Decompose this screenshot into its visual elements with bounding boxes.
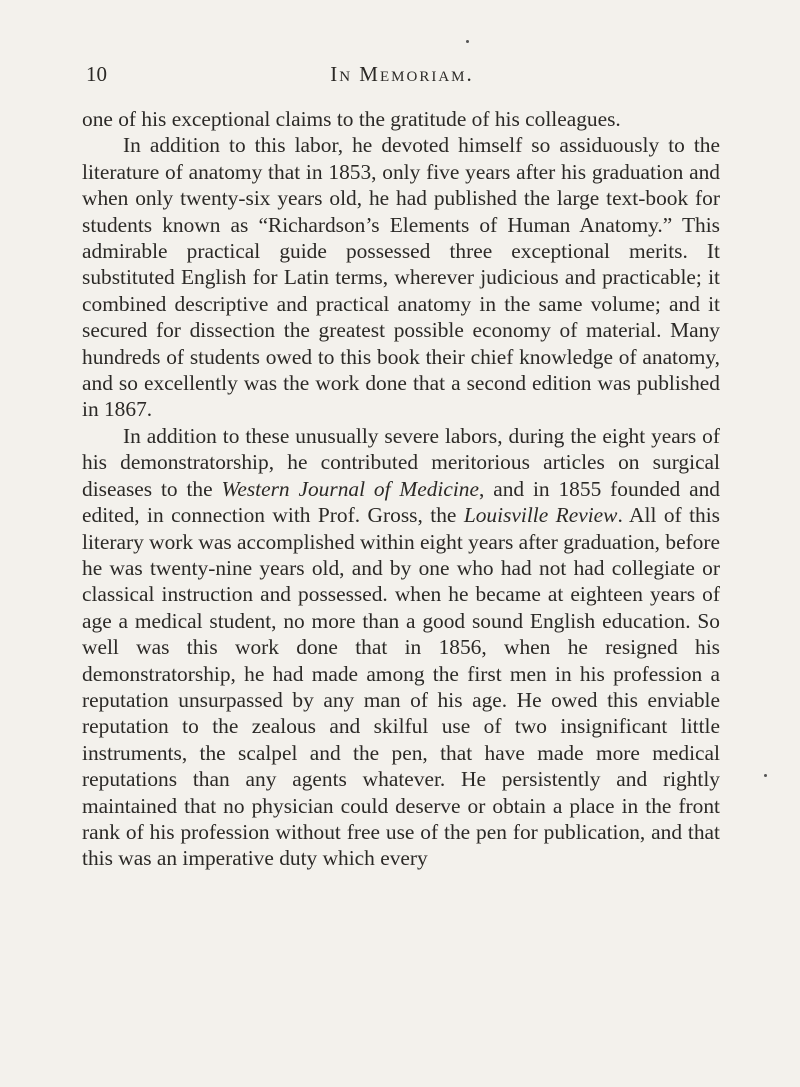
review-title: Louisville Review [463,503,618,528]
page-number: 10 [86,62,107,86]
paragraph-1-text: one of his exceptional claims to the gratitude of his colleagues. [82,107,621,131]
body-text [82,106,720,872]
paragraph-3 [82,423,720,872]
paragraph-2-text: In addition to this labor, he devoted himself so assiduously to the literature of anatomy that in 1853, only five years after his graduation and when only twenty-six years old, he had published the large text-book for students known as “Richardson’s Elements of Human Anatomy.” This admirable practical guide possessed three exceptional merits. It substituted English for Latin terms, wherever judicious and practicable; it combined descriptive and practical anatomy in the same volume; and it secured for dissection the greatest possible economy of material. Many hundreds of students owed to this book their chief knowledge of anatomy, and so excellently was the work done that a second edition was published in 1867. [82,133,720,422]
page-header [82,62,722,92]
paragraph-2 [82,132,720,422]
paragraph-3-text-c: . All of this literary work was accomplished within eight years after graduation, before he was twenty-nine years old, and by one who had not had collegiate or classical instruction and possessed. when he became at eighteen years of age a medical student, no more than a good sound English education. So well was this work done that in 1856, when he resigned his demonstratorship, he had made among the first men in his profession a reputation unsurpassed by any man of his age. He owed this enviable reputation to the zealous and skilful use of two insignificant little instruments, the scalpel and the pen, that have made more medical reputations than any agents whatever. He persistently and rightly maintained that no physician could deserve or obtain a place in the front rank of his profession without free use of the pen for publication, and that this was an imperative duty which every [82,503,721,871]
stray-mark-top [466,40,469,43]
running-title: In Memoriam. [330,62,474,86]
paragraph-3-text-b: , and in 1855 founded and edited, in connection with Prof. Gross, the [82,476,720,528]
journal-title: Western Journal of Medicine [221,476,479,501]
paragraph-3-text-a: In addition to these unusually severe labors, during the eight years of his demonstratorship, he contributed meritorious articles on surgical diseases to the [82,423,720,501]
stray-mark-margin [764,774,767,777]
paragraph-1 [82,106,720,132]
